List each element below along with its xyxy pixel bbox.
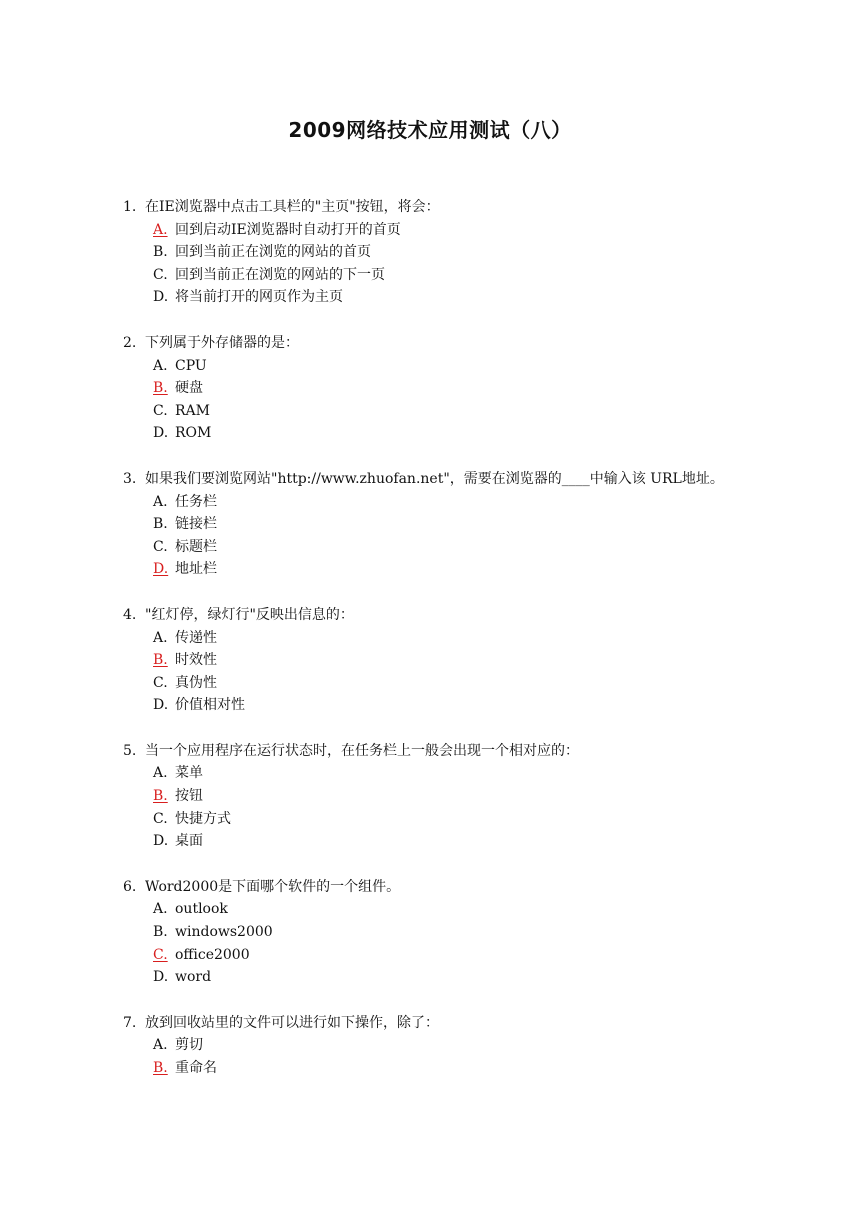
question-number: 6. <box>123 878 137 895</box>
option-text: 传递性 <box>175 629 217 646</box>
answer-marker: B. <box>153 652 168 669</box>
option-letter: D. <box>153 969 169 986</box>
option-item <box>153 377 735 400</box>
option-list <box>123 491 735 581</box>
question-number: 2. <box>123 334 137 351</box>
option-text: ROM <box>175 425 212 442</box>
question-text <box>123 604 735 627</box>
option-item <box>153 513 735 536</box>
option-item <box>153 966 735 989</box>
option-text: 回到当前正在浏览的网站的下一页 <box>175 266 385 283</box>
option-text: 回到当前正在浏览的网站的首页 <box>175 244 371 261</box>
question-text <box>123 196 735 219</box>
option-item <box>153 536 735 559</box>
option-item <box>153 491 735 514</box>
option-letter: A. <box>153 765 168 782</box>
option-item <box>153 1034 735 1057</box>
option-text: 价值相对性 <box>175 697 245 714</box>
question-text <box>123 740 735 763</box>
option-list <box>123 898 735 988</box>
option-list <box>123 627 735 717</box>
option-letter: C. <box>153 402 168 419</box>
question-stem: 当一个应用程序在运行状态时，在任务栏上一般会出现一个相对应的： <box>145 742 579 759</box>
option-text: 菜单 <box>175 765 203 782</box>
answer-marker: D. <box>153 561 169 578</box>
answer-marker: A. <box>153 221 168 238</box>
option-text: 快捷方式 <box>175 810 231 827</box>
question-stem: Word2000是下面哪个软件的一个组件。 <box>145 878 401 895</box>
option-text: CPU <box>175 357 207 374</box>
option-letter: A. <box>153 357 168 374</box>
option-text: 重命名 <box>175 1060 217 1076</box>
option-text: 真伪性 <box>175 674 217 691</box>
question-4 <box>123 604 735 717</box>
option-item <box>153 219 735 242</box>
option-letter: D. <box>153 425 169 442</box>
option-letter: B. <box>153 516 168 533</box>
option-letter: C. <box>153 538 168 555</box>
question-number: 7. <box>123 1014 137 1031</box>
question-7 <box>123 1012 735 1080</box>
option-item <box>153 649 735 672</box>
question-3 <box>123 468 735 581</box>
option-letter: A. <box>153 1037 168 1054</box>
option-list <box>123 219 735 309</box>
answer-marker: B. <box>153 1060 168 1076</box>
option-text: 地址栏 <box>175 561 217 578</box>
option-letter: C. <box>153 266 168 283</box>
option-text: RAM <box>175 402 210 419</box>
question-stem: 如果我们要浏览网站"http://www.zhuofan.net"，需要在浏览器的____中输入该 URL地址。 <box>145 470 724 487</box>
option-item <box>153 944 735 967</box>
option-letter: A. <box>153 493 168 510</box>
option-letter: D. <box>153 833 169 850</box>
option-text: 任务栏 <box>175 493 217 510</box>
option-letter: A. <box>153 901 168 918</box>
option-text: word <box>175 969 212 986</box>
option-item <box>153 1057 735 1080</box>
option-item <box>153 355 735 378</box>
option-letter: B. <box>153 244 168 261</box>
option-item <box>153 830 735 853</box>
option-list <box>123 762 735 852</box>
question-list <box>123 196 735 1103</box>
question-text <box>123 876 735 899</box>
option-text: 回到启动IE浏览器时自动打开的首页 <box>175 221 401 238</box>
question-stem: 放到回收站里的文件可以进行如下操作，除了： <box>145 1014 439 1031</box>
option-text: 将当前打开的网页作为主页 <box>175 289 343 306</box>
question-text <box>123 468 735 491</box>
question-stem: "红灯停，绿灯行"反映出信息的： <box>145 606 354 623</box>
question-number: 1. <box>123 199 137 215</box>
option-letter: A. <box>153 629 168 646</box>
question-stem: 在IE浏览器中点击工具栏的"主页"按钮，将会： <box>145 199 440 215</box>
option-text: 硬盘 <box>175 380 203 397</box>
option-item <box>153 422 735 445</box>
option-list <box>123 1034 735 1079</box>
question-number: 5. <box>123 742 137 759</box>
question-6 <box>123 876 735 989</box>
option-text: 时效性 <box>175 652 217 669</box>
option-text: windows2000 <box>175 924 273 941</box>
question-text <box>123 1012 735 1035</box>
option-text: 桌面 <box>175 833 203 850</box>
option-item <box>153 808 735 831</box>
option-text: 按钮 <box>175 788 203 805</box>
question-text <box>123 332 735 355</box>
option-letter: B. <box>153 924 168 941</box>
question-stem: 下列属于外存储器的是： <box>145 334 299 351</box>
answer-marker: B. <box>153 788 168 805</box>
option-list <box>123 355 735 445</box>
question-number: 4. <box>123 606 137 623</box>
option-letter: D. <box>153 289 169 306</box>
option-text: outlook <box>175 901 228 918</box>
option-item <box>153 694 735 717</box>
option-item <box>153 400 735 423</box>
option-item <box>153 785 735 808</box>
question-2 <box>123 332 735 445</box>
option-item <box>153 672 735 695</box>
question-number: 3. <box>123 470 137 487</box>
option-text: 链接栏 <box>175 516 217 533</box>
option-item <box>153 627 735 650</box>
option-item <box>153 264 735 287</box>
option-item <box>153 241 735 264</box>
option-item <box>153 762 735 785</box>
option-text: 标题栏 <box>175 538 217 555</box>
option-letter: C. <box>153 674 168 691</box>
question-5 <box>123 740 735 853</box>
option-letter: C. <box>153 810 168 827</box>
answer-marker: C. <box>153 946 168 963</box>
option-text: 剪切 <box>175 1037 203 1054</box>
option-letter: D. <box>153 697 169 714</box>
answer-marker: B. <box>153 380 168 397</box>
page-title: 2009网络技术应用测试（八） <box>288 118 572 142</box>
question-1 <box>123 196 735 309</box>
option-item <box>153 898 735 921</box>
option-text: office2000 <box>175 946 250 963</box>
option-item <box>153 921 735 944</box>
option-item <box>153 286 735 309</box>
option-item <box>153 558 735 581</box>
